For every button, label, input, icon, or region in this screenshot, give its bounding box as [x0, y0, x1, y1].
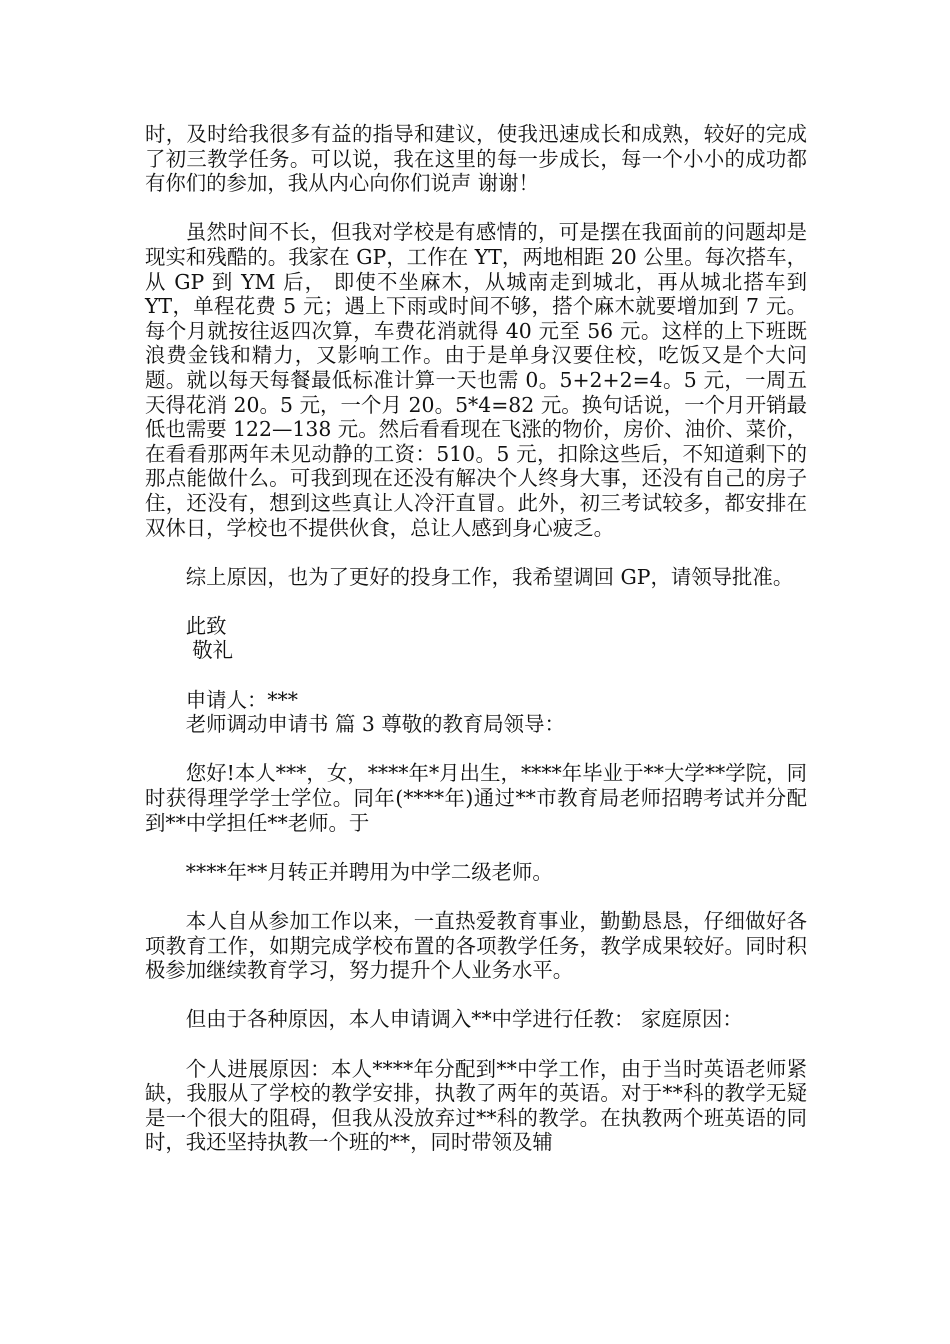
- paragraph-appointment: ****年**月转正并聘用为中学二级老师。: [185, 859, 553, 884]
- paragraph-gratitude: 时，及时给我很多有益的指导和建议，使我迅速成长和成熟，较好的完成了初三教学任务。可以说，我在这里的每一步成长，每一个小小的成功都有你们的参加，我从内心向你们说声 谢谢！: [145, 122, 807, 196]
- section-heading: 老师调动申请书 篇 3 尊敬的教育局领导：: [185, 712, 565, 737]
- paragraph-request: 综上原因，也为了更好的投身工作，我希望调回 GP，请领导批准。: [185, 564, 794, 589]
- paragraph-reasons: 虽然时间不长，但我对学校是有感情的，可是摆在我面前的问题却是现实和残酷的。我家在 GP，工作在 YT，两地相距 20 公里。每次搭车，从 GP 到 YM 后， 即使不坐麻木，从城南走到城北，再从城北搭车到 YT，单程花费 5 元；遇上下雨或时间不够，搭个麻木就要增加到 7 元。每个月就按往返四次算，车费花消就得 40 元至 56 元。这样的上下班既浪费金钱和精力，又影响工作。由于是单身汉要住校，吃饭又是个大问题。就以每天每餐最低标准计算一天也需 0。5+2+2=4。5 元，一周五天得花消 20。5 元，一个月 20。5*4=82 元。换句话说，一个月开销最低也需要 122—138 元。然后看看现在飞涨的物价，房价、油价、菜价，在看看那两年未见动静的工资：510。5 元，扣除这些后，不知道剩下的那点能做什么。可我到现在还没有解决个人终身大事，还没有自己的房子住，还没有，想到这些真让人冷汗直冒。此外，初三考试较多，都安排在双休日，学校也不提供伙食，总让人感到身心疲乏。: [145, 220, 814, 540]
- closing-salutation: [145, 614, 807, 663]
- document-page: [145, 122, 814, 1180]
- paragraph-work-history: 本人自从参加工作以来，一直热爱教育事业，勤勤恳恳，仔细做好各项教育工作，如期完成学校布置的各项教学任务，教学成果较好。同时积极参加继续教育学习，努力提升个人业务水平。: [145, 909, 807, 983]
- closing-line-2: 敬礼: [185, 638, 234, 663]
- applicant-line: 申请人：***: [185, 687, 298, 712]
- paragraph-transfer-reason: 但由于各种原因，本人申请调入**中学进行任教： 家庭原因：: [185, 1007, 743, 1032]
- paragraph-personal-development: 个人进展原因：本人****年分配到**中学工作，由于当时英语老师紧缺，我服从了学校的教学安排，执教了两年的英语。对于**科的教学无疑是一个很大的阻碍，但我从没放弃过**科的教学。在执教两个班英语的同时，我还坚持执教一个班的**，同时带领及辅: [145, 1056, 807, 1155]
- paragraph-intro: 您好!本人***，女，****年*月出生，****年毕业于**大学**学院，同时获得理学学士学位。同年(****年)通过**市教育局老师招聘考试并分配到**中学担任**老师。于: [145, 761, 807, 835]
- signature-block: [145, 688, 807, 737]
- closing-line-1: 此致: [185, 613, 227, 638]
